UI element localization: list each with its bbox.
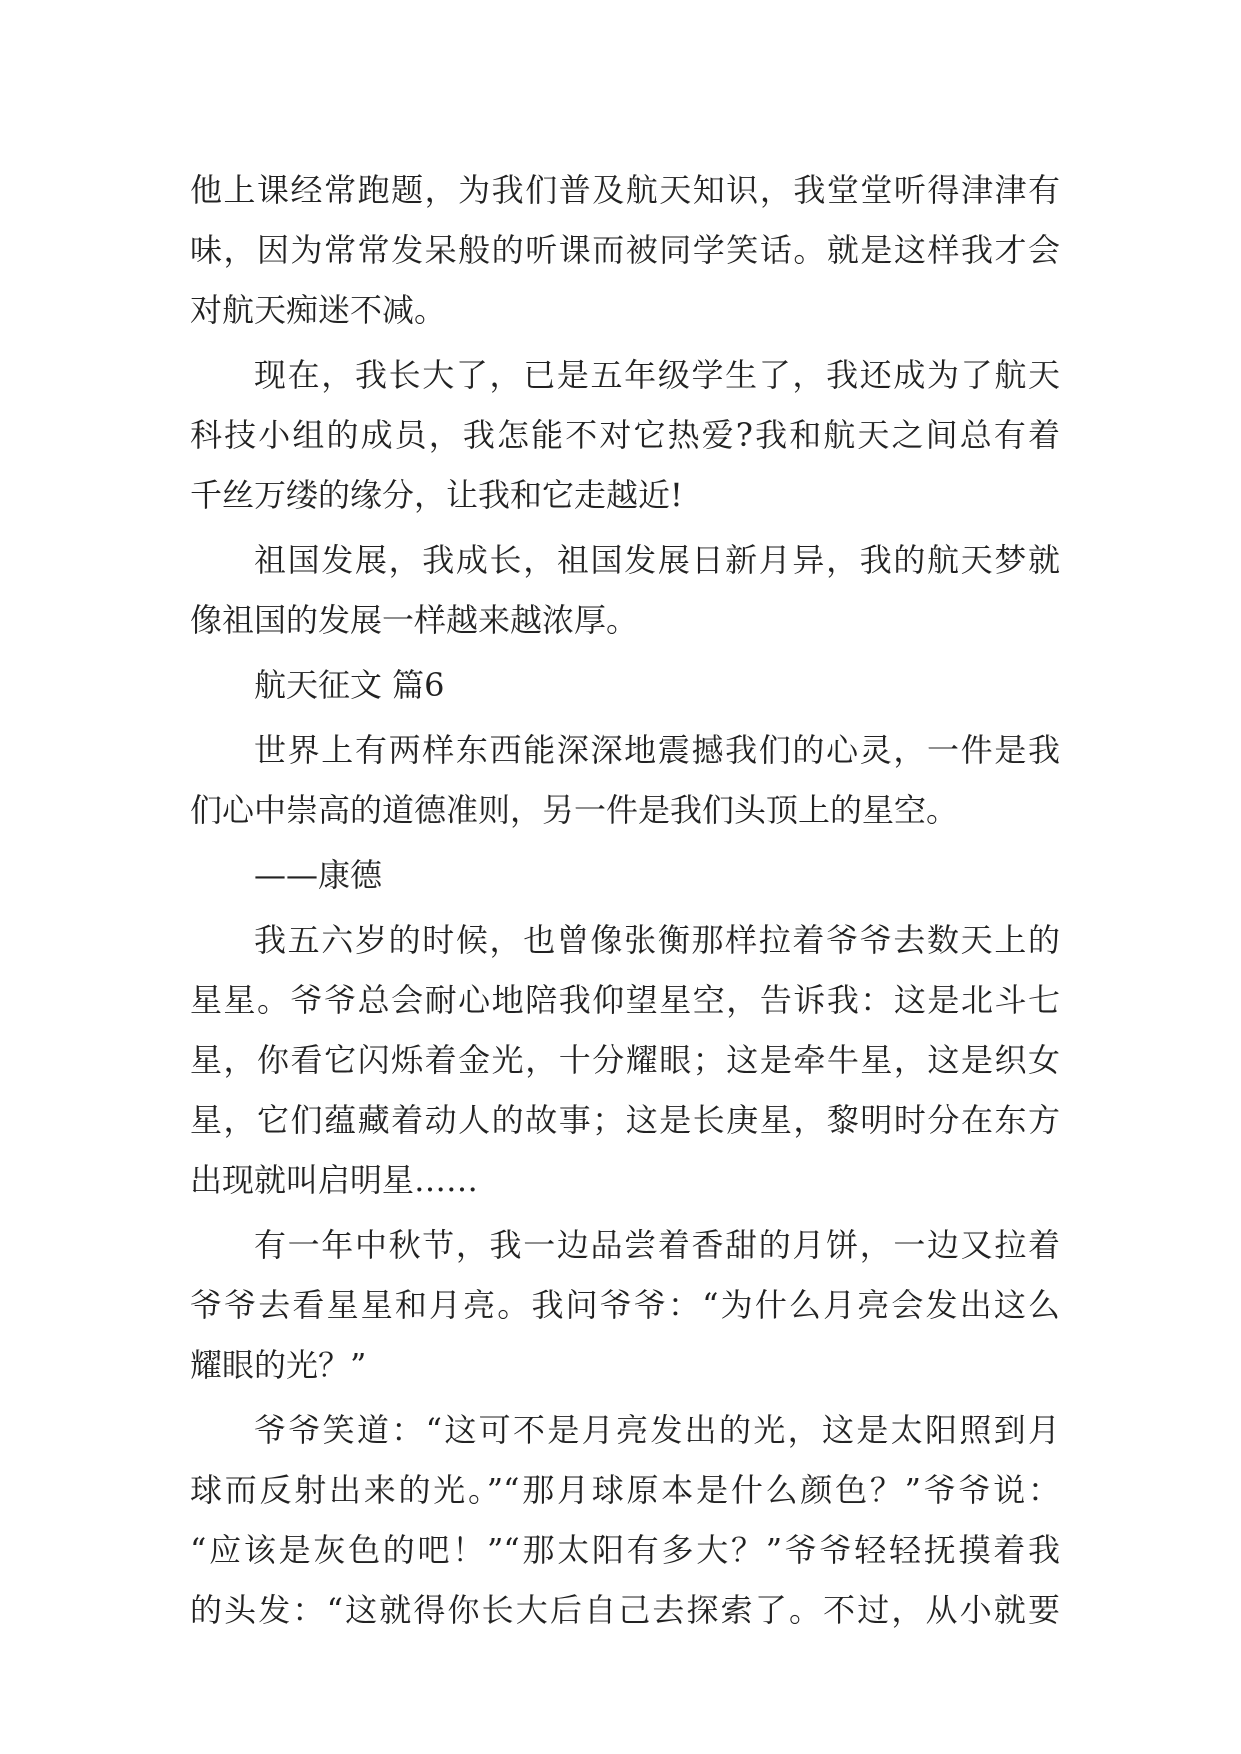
text-line: 的头发：“这就得你长大后自己去探索了。不过，从小就要 bbox=[190, 1591, 1060, 1629]
text-line: 对航天痴迷不减。 bbox=[190, 291, 447, 329]
text-line: 星星。爷爷总会耐心地陪我仰望星空，告诉我：这是北斗七 bbox=[190, 981, 1060, 1019]
text-line: 星，你看它闪烁着金光，十分耀眼；这是牵牛星，这是织女 bbox=[190, 1041, 1060, 1079]
text-line: 星，它们蕴藏着动人的故事；这是长庚星，黎明时分在东方 bbox=[190, 1101, 1060, 1139]
text-line: 爷爷笑道：“这可不是月亮发出的光，这是太阳照到月 bbox=[254, 1411, 1060, 1449]
text-line: 祖国发展，我成长，祖国发展日新月异，我的航天梦就 bbox=[254, 541, 1060, 579]
text-line: 千丝万缕的缘分，让我和它走越近! bbox=[190, 476, 683, 514]
text-line: 他上课经常跑题，为我们普及航天知识，我堂堂听得津津有 bbox=[190, 171, 1060, 209]
heading-text: 航天征文 篇6 bbox=[254, 666, 445, 704]
text-line: 出现就叫启明星…… bbox=[190, 1161, 479, 1199]
paragraph bbox=[190, 910, 1060, 1210]
paragraph bbox=[190, 1215, 1060, 1395]
paragraph bbox=[190, 345, 1060, 525]
text-line: 现在，我长大了，已是五年级学生了，我还成为了航天 bbox=[254, 356, 1060, 394]
text-line: 味，因为常常发呆般的听课而被同学笑话。就是这样我才会 bbox=[190, 231, 1060, 269]
quote-attribution bbox=[190, 845, 1060, 905]
paragraph bbox=[190, 160, 1060, 340]
text-line: 像祖国的发展一样越来越浓厚。 bbox=[190, 601, 639, 639]
paragraph bbox=[190, 530, 1060, 650]
text-line: 我五六岁的时候，也曾像张衡那样拉着爷爷去数天上的 bbox=[254, 921, 1060, 959]
quote-paragraph bbox=[190, 720, 1060, 840]
text-line: 耀眼的光？” bbox=[190, 1346, 367, 1384]
text-line: “应该是灰色的吧！”“那太阳有多大？”爷爷轻轻抚摸着我 bbox=[190, 1531, 1060, 1569]
paragraph bbox=[190, 1400, 1060, 1640]
text-line: 爷爷去看星星和月亮。我问爷爷：“为什么月亮会发出这么 bbox=[190, 1286, 1060, 1324]
section-heading bbox=[190, 655, 1060, 715]
document-body bbox=[190, 160, 1060, 1640]
text-line: 世界上有两样东西能深深地震撼我们的心灵，一件是我 bbox=[254, 731, 1060, 769]
attribution-text: ——康德 bbox=[254, 856, 383, 894]
text-line: 科技小组的成员，我怎能不对它热爱?我和航天之间总有着 bbox=[190, 416, 1060, 454]
text-line: 球而反射出来的光。”“那月球原本是什么颜色？”爷爷说： bbox=[190, 1471, 1060, 1509]
text-line: 们心中崇高的道德准则，另一件是我们头顶上的星空。 bbox=[190, 791, 959, 829]
text-line: 有一年中秋节，我一边品尝着香甜的月饼，一边又拉着 bbox=[254, 1226, 1060, 1264]
